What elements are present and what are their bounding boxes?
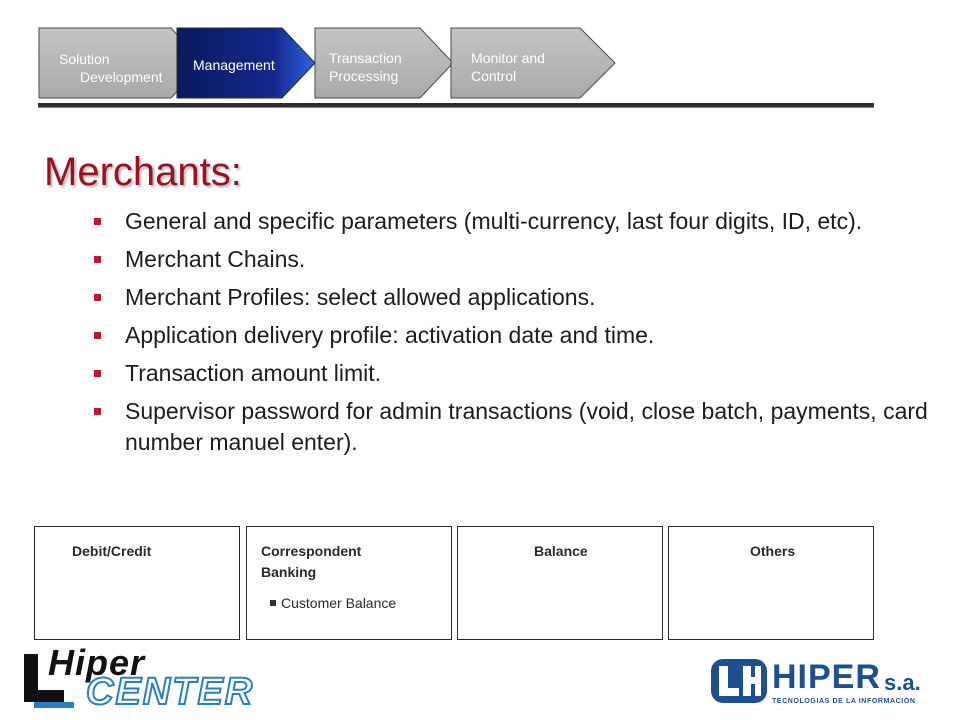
- box-balance: [457, 526, 663, 640]
- chevron-label-line: Management: [193, 57, 275, 73]
- chevron-label-solution-development: [59, 50, 163, 86]
- page-title: Merchants:: [44, 150, 242, 194]
- square-bullet-icon: [94, 294, 101, 301]
- feature-list: [90, 206, 940, 465]
- chevron-label-line: Solution: [59, 51, 110, 67]
- list-item: [90, 282, 940, 313]
- chevron-label-transaction-processing: [329, 49, 402, 85]
- hipercenter-logo: [18, 642, 255, 713]
- logo-word-hiper: HIPER: [772, 658, 881, 696]
- square-bullet-icon: [94, 408, 101, 415]
- logo-word-hiper: Hiper: [48, 642, 146, 683]
- box-title: Others: [750, 543, 796, 559]
- square-bullet-icon: [94, 256, 101, 263]
- logo-tagline: TECNOLOGIAS DE LA INFORMACION: [772, 698, 916, 705]
- square-bullet-icon: [94, 332, 101, 339]
- chevron-label-line: Development: [80, 69, 163, 85]
- chevron-label-management: [193, 56, 275, 74]
- list-item: [90, 320, 940, 351]
- logo-word-center: CENTER: [86, 671, 255, 713]
- box-correspondent-banking: [246, 526, 452, 640]
- list-item-text: Transaction amount limit.: [125, 360, 382, 386]
- hiper-sa-logo: [710, 654, 942, 710]
- square-bullet-icon: [270, 600, 276, 606]
- list-item-text: Merchant Profiles: select allowed applications.: [125, 284, 596, 310]
- chevron-label-line: Control: [471, 68, 517, 84]
- list-item: [90, 396, 940, 458]
- box-list-item-text: Customer Balance: [281, 595, 397, 611]
- list-item-text: Merchant Chains.: [125, 246, 306, 272]
- chevron-label-line: Processing: [329, 68, 399, 84]
- chevron-label-line: Transaction: [329, 50, 402, 66]
- list-item-text: General and specific parameters (multi-currency, last four digits, ID, etc).: [125, 208, 863, 234]
- box-title: Debit/Credit: [72, 543, 152, 559]
- box-title: Correspondent Banking: [261, 543, 362, 580]
- box-debit-credit: [34, 526, 240, 640]
- chevron-label-line: Monitor and: [471, 50, 545, 66]
- list-item-text: Supervisor password for admin transactions (void, close batch, payments, card number manuel enter).: [125, 398, 928, 455]
- header-divider: [38, 103, 874, 108]
- square-bullet-icon: [94, 370, 101, 377]
- box-title: Balance: [534, 543, 588, 559]
- logo-word-sa: s.a.: [884, 670, 921, 695]
- square-bullet-icon: [94, 218, 101, 225]
- box-list-item: [270, 595, 396, 611]
- list-item: [90, 206, 940, 237]
- box-others: [668, 526, 874, 640]
- logo-lh-icon: [710, 658, 768, 704]
- list-item-text: Application delivery profile: activation date and time.: [125, 322, 655, 348]
- process-navigation: [0, 0, 960, 110]
- chevron-label-monitor-and-control: [471, 49, 545, 85]
- list-item: [90, 244, 940, 275]
- list-item: [90, 358, 940, 389]
